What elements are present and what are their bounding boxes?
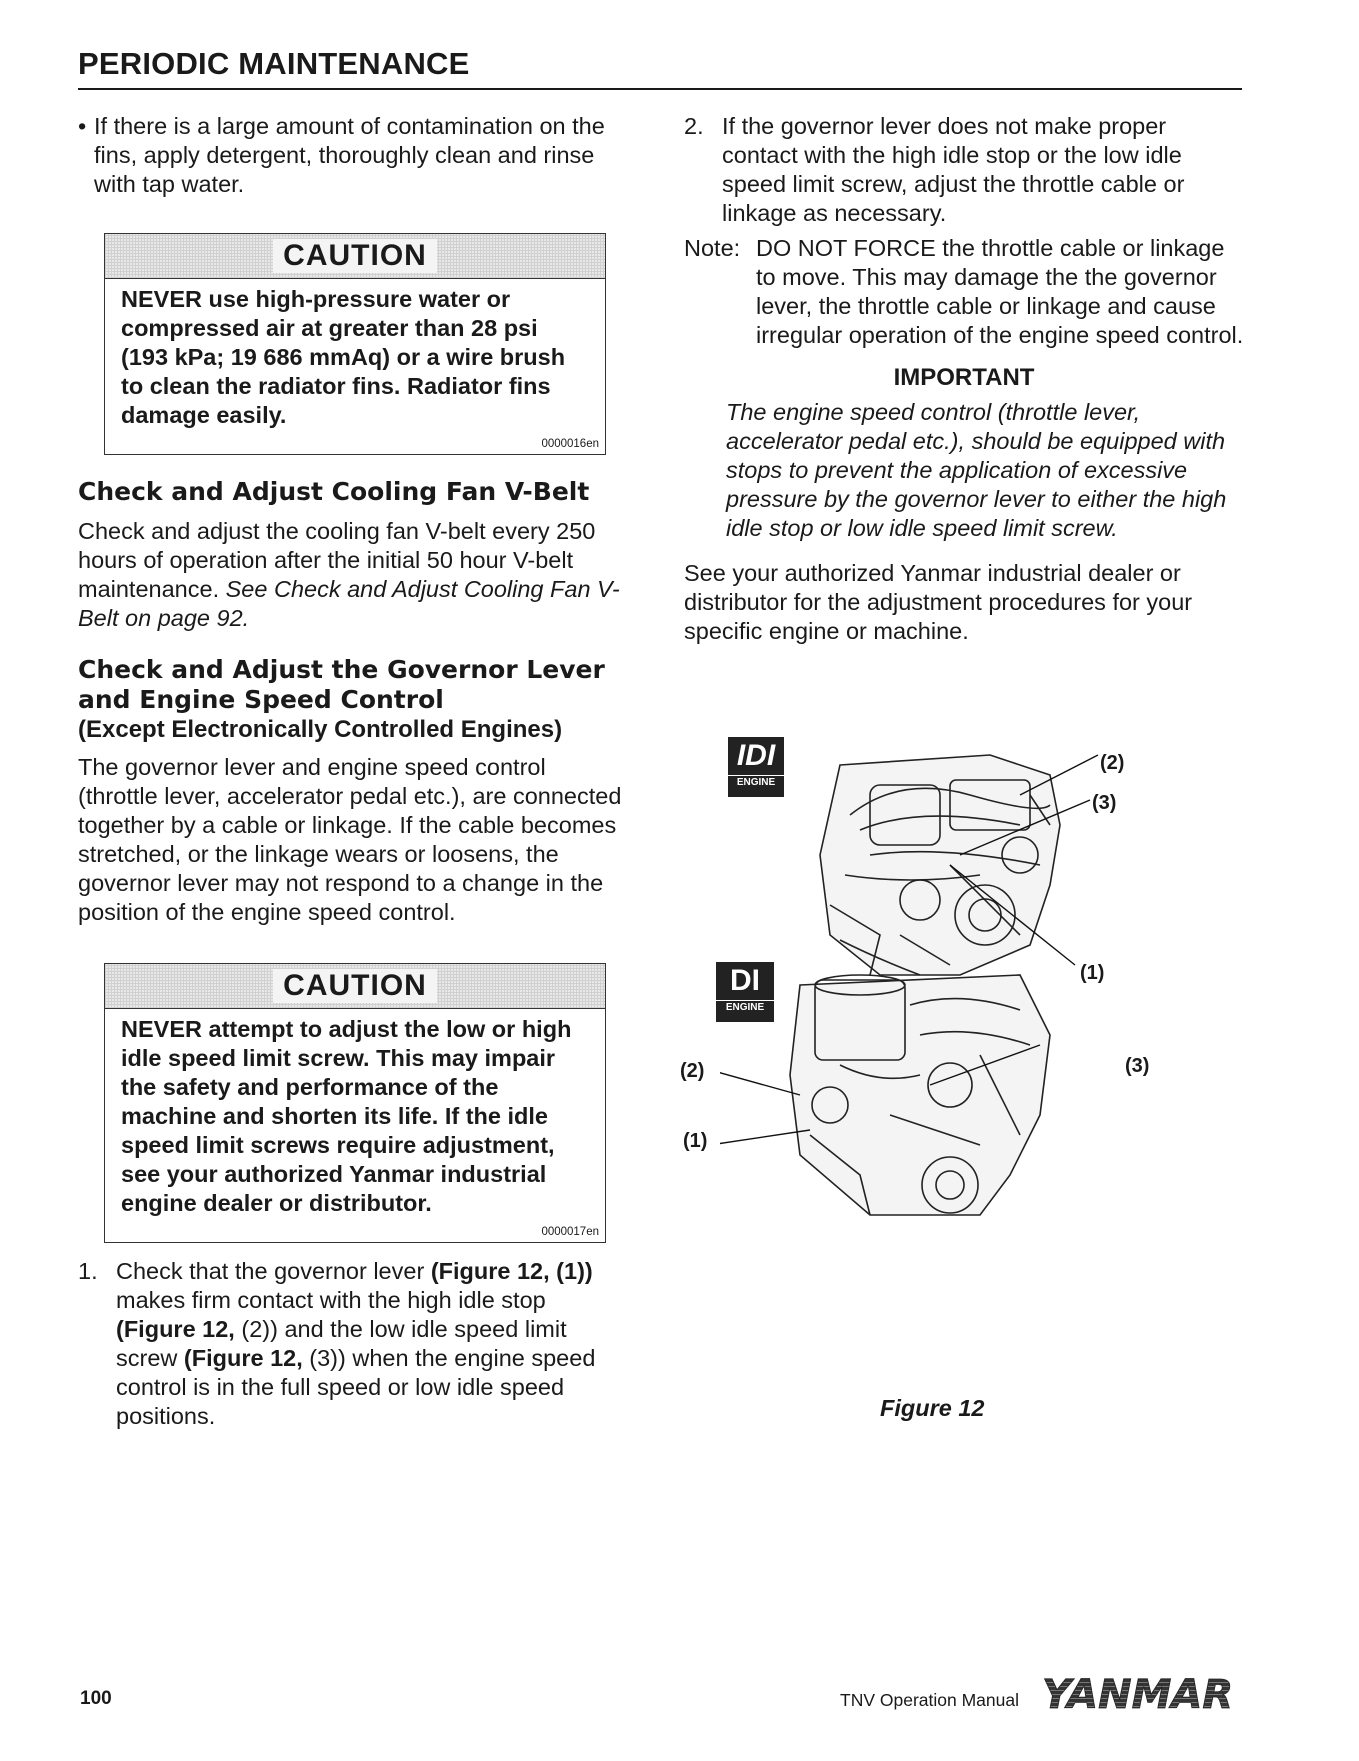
section-subheading-governor: (Except Electronically Controlled Engines)	[78, 716, 563, 743]
caution-box-1	[104, 233, 606, 455]
step-text: If the governor lever does not make proper contact with the high idle stop or the low idle speed limit screw, adjust the throttle cable or linkage as necessary.	[722, 113, 1185, 226]
section-text-governor: The governor lever and engine speed control (throttle lever, accelerator pedal etc.), are connected together by a cable or linkage. If the cable becomes stretched, or the linkage wears or loosens, the governor lever may not respond to a change in the position of the engine speed control.	[78, 754, 622, 925]
step-1	[78, 1257, 624, 1431]
badge-label: IDI	[736, 739, 776, 772]
di-engine-badge	[716, 962, 774, 1022]
callout-label: (3)	[1125, 1055, 1150, 1077]
step-number: 1.	[78, 1258, 98, 1284]
figure-ref: (Figure 12, (1))	[430, 1258, 593, 1284]
figure-caption: Figure 12	[880, 1395, 985, 1421]
figure-ref: (Figure 12,	[183, 1345, 303, 1371]
figure-12	[720, 735, 1220, 1425]
step-text-part: makes firm contact with the high idle stop	[116, 1287, 546, 1313]
caution-title: CAUTION	[273, 969, 437, 1003]
note-text: DO NOT FORCE the throttle cable or linkage to move. This may damage the the governor lever, the throttle cable or linkage and cause irregular operation of the engine speed control.	[756, 235, 1244, 348]
vbelt-text: Check and adjust the cooling fan V-belt every 250 hours of operation after the initial 50 hour V-belt maintenance.	[78, 518, 596, 602]
step-text-part: (3)) when the engine speed control is in the full speed or low idle speed positions.	[116, 1345, 596, 1429]
dealer-text: See your authorized Yanmar industrial dealer or distributor for the adjustment procedures for your specific engine or machine.	[684, 560, 1193, 644]
caution-text: NEVER use high-pressure water or compressed air at greater than 28 psi (193 kPa; 19 686 mmAq) or a wire brush to clean the radiator fins. Radiator fins damage easily.	[121, 286, 566, 428]
page-title: PERIODIC MAINTENANCE	[78, 46, 470, 81]
caution-text: NEVER attempt to adjust the low or high idle speed limit screw. This may impair the safety and performance of the machine and shorten its life. If the idle speed limit screws require adjustment, see your authorized Yanmar industrial engine dealer or distributor.	[121, 1016, 572, 1216]
bullet-icon: •	[78, 113, 87, 139]
page-header	[78, 46, 1242, 90]
important-text: The engine speed control (throttle lever, accelerator pedal etc.), should be equipped with stops to prevent the application of excessive pressure by the governor lever to either the high idle stop or low idle speed limit screw.	[726, 399, 1227, 541]
callout-label: (2)	[680, 1060, 705, 1082]
manual-title: TNV Operation Manual	[840, 1690, 1019, 1710]
left-column	[78, 112, 624, 1431]
caution-code: 0000016en	[541, 438, 599, 450]
step-number: 2.	[684, 113, 704, 139]
important-title: IMPORTANT	[893, 364, 1035, 391]
section-text-vbelt	[78, 517, 624, 633]
caution-header	[105, 234, 605, 279]
step-text-part: (2)) and the low idle speed limit screw	[116, 1316, 567, 1371]
badge-label: DI	[730, 964, 760, 997]
bullet-item	[78, 112, 624, 199]
caution-code: 0000017en	[541, 1226, 599, 1238]
caution-header	[105, 964, 605, 1009]
step-text-part: Check that the governor lever	[116, 1258, 431, 1284]
engine-illustration	[720, 735, 1220, 1425]
callout-label: (3)	[1092, 792, 1117, 814]
note	[684, 234, 1244, 350]
callout-label: (1)	[683, 1130, 708, 1152]
idi-engine-badge	[728, 737, 784, 797]
figure-ref: (Figure 12,	[116, 1316, 235, 1342]
vbelt-reference-link[interactable]: See Check and Adjust Cooling Fan V-Belt on page 92.	[78, 576, 620, 631]
badge-sublabel: ENGINE	[728, 775, 784, 790]
di-engine-drawing	[790, 975, 1050, 1215]
caution-box-2	[104, 963, 606, 1243]
right-column	[684, 112, 1244, 646]
badge-sublabel: ENGINE	[716, 1000, 774, 1015]
yanmar-logo-icon	[1042, 1674, 1252, 1714]
idi-engine-drawing	[820, 755, 1060, 975]
yanmar-logo	[1042, 1674, 1252, 1719]
callout-label: (2)	[1100, 752, 1125, 774]
page-number: 100	[80, 1688, 112, 1709]
note-label: Note:	[684, 235, 741, 261]
section-heading-vbelt: Check and Adjust Cooling Fan V-Belt	[78, 477, 590, 506]
callout-label: (1)	[1080, 962, 1105, 984]
caution-title: CAUTION	[273, 239, 437, 273]
step-text	[116, 1257, 624, 1431]
bullet-text: If there is a large amount of contamination on the fins, apply detergent, thoroughly clean and rinse with tap water.	[94, 113, 605, 197]
section-heading-governor: Check and Adjust the Governor Lever and Engine Speed Control	[78, 655, 605, 714]
svg-text:YANMAR: YANMAR	[1042, 1674, 1234, 1714]
step-2	[684, 112, 1244, 228]
